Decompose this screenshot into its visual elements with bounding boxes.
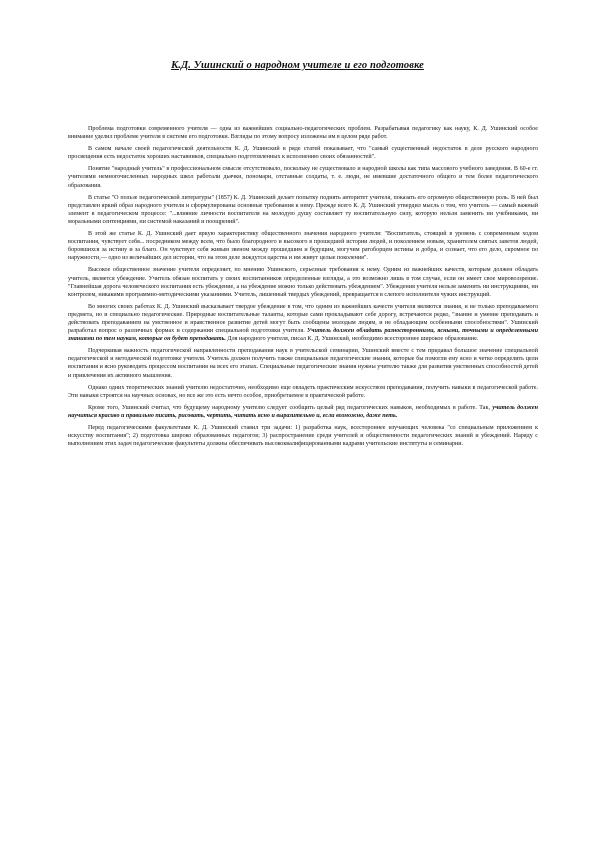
paragraph-text: В этой же статье К. Д. Ушинский дает яркую характеристику общественного значения народного учителя: "Воспитатель, стоящий в уровень с современным ходом воспитания, чувствует себя... посредником между всем, что было благородного и высокого в прошедшей истории людей, и поколением новым, хранителем святых заветов людей, боровшихся за истину и за благо. Он чувствует себя живым звеном между прошедшим и будущим, могучим ратоборцем истины и добра, и сознает, что его дело, скромное по наружности,— одно из величайших дел истории, что на этом деле зиждутся царства и им живут целые поколения". bbox=[68, 231, 538, 262]
paragraph-text: Подчеркивая важность педагогической направленности преподавания наук в учительской семинарии, Ушинский вместе с тем придавал большое значение специальной педагогической и методической подготовке учителя. Учитель должен получить также специальные педагогические знания, которые бы помогли ему ясно и четко определить цели воспитания и ясно руководить процессом воспитания на всех его этапах. Специальные педагогические знания нужны учителю также для развития умственных способностей детей и привлечения их активного мышления. bbox=[68, 348, 538, 379]
paragraph bbox=[68, 424, 538, 448]
paragraph-text: Высокое общественное значение учителя определяет, по мнению Ушинского, серьезные требования к нему. Одним из важнейших качеств, которым должен обладать учитель, является убеждение. Учитель обязан воспитать у своих воспитанников определенные взгляды, а это возможно лишь в том случае, если он имеет свое мировоззрение. "Главнейшая дорога человеческого воспитания есть убеждение, а на убеждение можно только действовать убеждением". Убеждения учителя нельзя заменить ни инструкциями, ни контролем, никакими программно-методическими указаниями. Учитель, лишенный твердых убеждений, превращается в слепого исполнителя чужих инструкций. bbox=[68, 267, 538, 298]
paragraph-text: Проблема подготовки современного учителя — одна из важнейших социально-педагогических проблем. Разрабатывая педагогику как науку, К. Д. Ушинский особое внимание уделил проблеме учителя в системе его подготовки. Взгляды по этому вопросу изложены им в целом ряде работ. bbox=[68, 126, 538, 141]
paragraph bbox=[68, 303, 538, 343]
paragraph-text: Для народного учителя, писал К. Д. Ушинский, необходимо всестороннее широкое образование. bbox=[225, 336, 479, 343]
paragraph-text: В статье "О пользе педагогической литературы" (1857) К. Д. Ушинский делает попытку поднять авторитет учителя, показать его огромную общественную роль. В ней был представлен яркий образ народного учителя и сформулированы основные требования к нему. Прежде всего К. Д. Ушинский утвердил мысль о том, что учитель — самый важный элемент в педагогическом процессе: "...влияние личности воспитателя на молодую душу составляет ту воспитательную силу, которую нельзя заменить ни учебниками, ни моральными сентенциями, ни системой наказаний и поощрений". bbox=[68, 194, 538, 225]
paragraph bbox=[68, 384, 538, 400]
page-title: К.Д. Ушинский о народном учителе и его подготовке bbox=[171, 60, 424, 71]
article-body bbox=[68, 125, 538, 452]
paragraph bbox=[68, 404, 538, 420]
paragraph-text: В самом начале своей педагогической деятельности К. Д. Ушинский в ряде статей показывает, что "самый существенный недостаток в деле русского народного просвещения есть недостаток хороших наставников, специально подготовленных к исполнению своих обязанностей". bbox=[68, 146, 538, 161]
paragraph-text: Во многих своих работах К. Д. Ушинский высказывает твердое убеждение в том, что одним из важнейших качеств учителя являются знания, и не только преподаваемого предмета, но и специально педагогические. Природные воспитательные таланты, которые сами прокладывают себе дорогу, встречаются редко, "знание и умение преподавать и действовать преподаванием на умственное и нравственное развитие детей могут быть сообщены молодым людям, и не обладающим особенными способностями". Ушинский разработал вопрос о различных формах и содержании специальной подготовки учителя. bbox=[68, 303, 538, 335]
paragraph bbox=[68, 125, 538, 141]
emphasized-text: Учитель должен обладать разносторонними, ясными, точными и определенными знаниями по тем наукам, которые он будет преподавать. bbox=[68, 328, 538, 343]
paragraph-text: Однако одних теоретических знаний учителю недостаточно, необходимо еще овладеть практическим искусством преподавания, получить навыки в педагогической работе. Эти навыки строятся на научных основах, но все же это есть нечто особое, приобретаемое в практической работе. bbox=[68, 384, 538, 399]
paragraph bbox=[68, 266, 538, 298]
paragraph bbox=[68, 194, 538, 226]
paragraph bbox=[68, 145, 538, 161]
paragraph-text: Понятие "народный учитель" в профессиональном смысле отсутствовало, поскольку не существовало и народной школы как типа массового учебного заведения. В 60-е гг. учителями немногочисленных народных школ работали дьячки, пономари, отставные солдаты, т. е. люди, не имевшие достаточного общего и тем более педагогического образования. bbox=[68, 166, 538, 189]
emphasized-text: учитель должен научиться красиво и правильно писать, рисовать, чертить, читать ясно и выразительно и, если возможно, даже петь. bbox=[68, 404, 539, 419]
paragraph-text: Перед педагогическими факультетами К. Д. Ушинский ставил три задачи: 1) разработка наук, всестороннее изучающих человека "со специальным приложением к искусству воспитания"; 2) подготовка широко образованных педагогов; 3) распространение среди учителей и общественности педагогических знаний и убеждений. Наряду с выполнением этих задач педагогические факультеты должны обеспечивать высококвалифицированными кадрами учительские институты и семинарии. bbox=[68, 425, 538, 448]
paragraph bbox=[68, 347, 538, 379]
paragraph bbox=[68, 230, 538, 262]
paragraph-text: Кроме того, Ушинский считал, что будущему народному учителю следует сообщить целый ряд педагогических навыков, необходимых в работе. Так, bbox=[88, 404, 493, 411]
paragraph bbox=[68, 165, 538, 189]
